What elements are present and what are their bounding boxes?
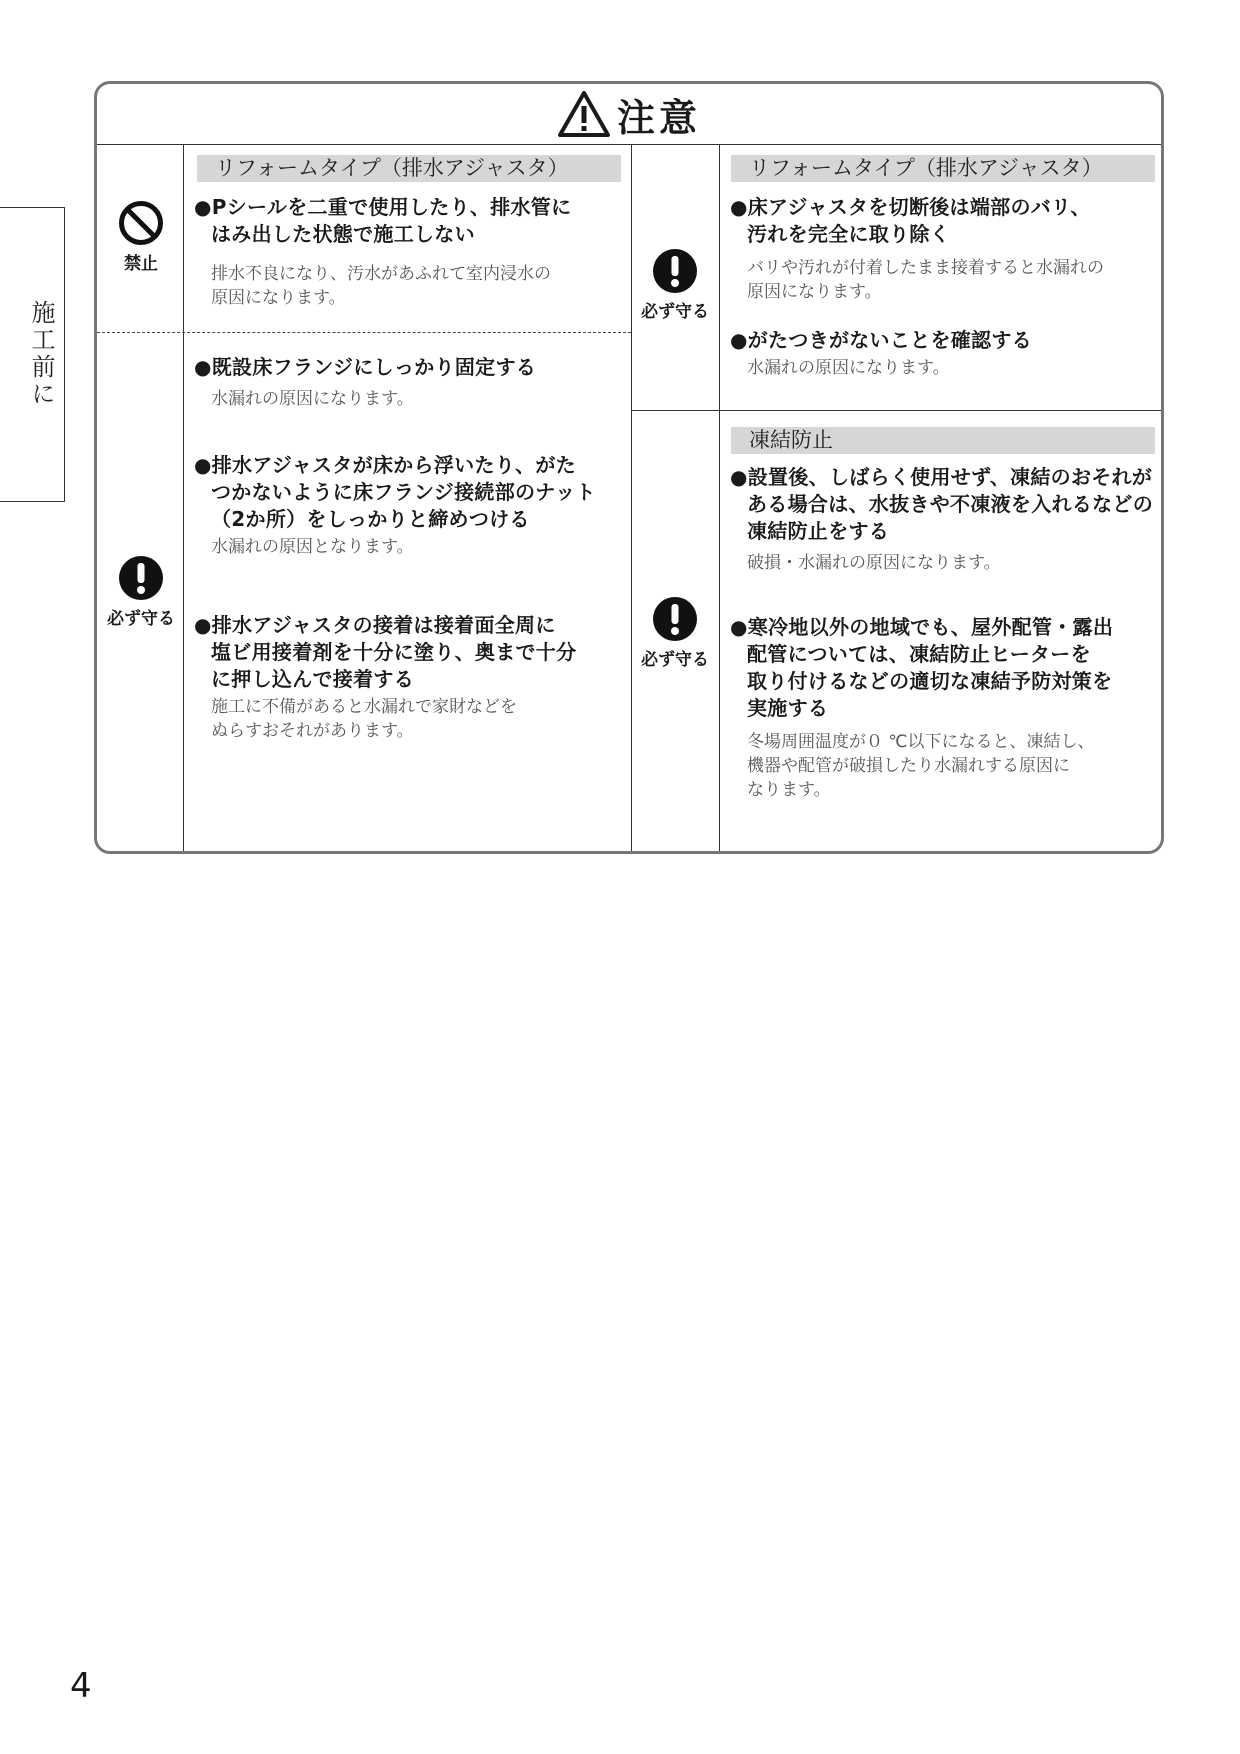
- page-number: 4: [70, 1666, 92, 1706]
- section-header-reform-left: リフォームタイプ（排水アジャスタ）: [197, 155, 621, 182]
- section-header-freeze: 凍結防止: [731, 427, 1155, 454]
- caution-box: [94, 81, 1164, 854]
- mandatory-icon: [652, 248, 698, 294]
- item-title: ●設置後、しばらく使用せず、凍結のおそれが ある場合は、水抜きや不凍液を入れるなどの 凍結防止をする: [730, 465, 1153, 543]
- caution-title: 注意: [616, 95, 701, 140]
- item-desc: 破損・水漏れの原因になります。: [747, 553, 1001, 573]
- mandatory-label: 必ず守る: [641, 650, 709, 670]
- right-icon-column-divider: [719, 144, 720, 854]
- mandatory-mark-right-bottom: [631, 596, 719, 670]
- left-item-adjuster-nut: [194, 452, 596, 559]
- left-block-divider: [97, 332, 631, 333]
- item-title: ●がたつきがないことを確認する: [730, 328, 1032, 352]
- side-tab-label: 施工前に: [27, 300, 55, 408]
- item-desc: バリや汚れが付着したまま接着すると水漏れの 原因になります。: [747, 258, 1104, 302]
- warning-triangle-icon: [557, 90, 611, 138]
- caution-header: [97, 84, 1161, 144]
- right-item-freeze-heater: [730, 614, 1113, 802]
- item-title: ●排水アジャスタが床から浮いたり、がた つかないように床フランジ接続部のナット （2か所）をしっかりと締めつける: [194, 453, 596, 531]
- item-title: ●床アジャスタを切断後は端部のバリ、 汚れを完全に取り除く: [730, 195, 1091, 246]
- item-title: ●寒冷地以外の地域でも、屋外配管・露出 配管については、凍結防止ヒーターを 取り付けるなどの適切な凍結予防対策を 実施する: [730, 615, 1114, 720]
- prohibition-mark: [97, 200, 185, 274]
- prohibition-label: 禁止: [124, 254, 158, 274]
- item-title: ●既設床フランジにしっかり固定する: [194, 355, 537, 379]
- mandatory-label: 必ず守る: [107, 609, 175, 629]
- item-desc: 水漏れの原因となります。: [211, 537, 414, 557]
- right-item-freeze-drain: [730, 464, 1153, 575]
- item-desc: 水漏れの原因になります。: [747, 358, 950, 378]
- item-title: ●排水アジャスタの接着は接着面全周に 塩ビ用接着剤を十分に塗り、奥まで十分 に押し込んで接着する: [194, 613, 577, 691]
- left-item-flange-fix: [194, 354, 536, 411]
- right-block-divider: [631, 410, 1164, 411]
- right-item-cut-burrs: [730, 194, 1104, 304]
- section-header-reform-right: リフォームタイプ（排水アジャスタ）: [731, 155, 1155, 182]
- prohibition-icon: [118, 200, 164, 246]
- item-desc: 施工に不備があると水漏れで家財などを ぬらすおそれがあります。: [211, 697, 517, 741]
- left-item-p-seal: [194, 194, 571, 310]
- item-desc: 排水不良になり、汚水があふれて室内浸水の 原因になります。: [211, 264, 551, 308]
- item-desc: 冬場周囲温度が０ ℃以下になると、凍結し、 機器や配管が破損したり水漏れする原因に なります。: [747, 732, 1095, 800]
- item-desc: 水漏れの原因になります。: [211, 389, 414, 409]
- mandatory-label: 必ず守る: [641, 302, 709, 322]
- right-item-no-wobble: [730, 327, 1032, 380]
- left-item-adjuster-glue: [194, 612, 576, 743]
- item-title: ●Pシールを二重で使用したり、排水管に はみ出した状態で施工しない: [194, 195, 572, 246]
- mandatory-mark-right-top: [631, 248, 719, 322]
- mandatory-icon: [652, 596, 698, 642]
- mandatory-mark-left: [97, 555, 185, 629]
- mandatory-icon: [118, 555, 164, 601]
